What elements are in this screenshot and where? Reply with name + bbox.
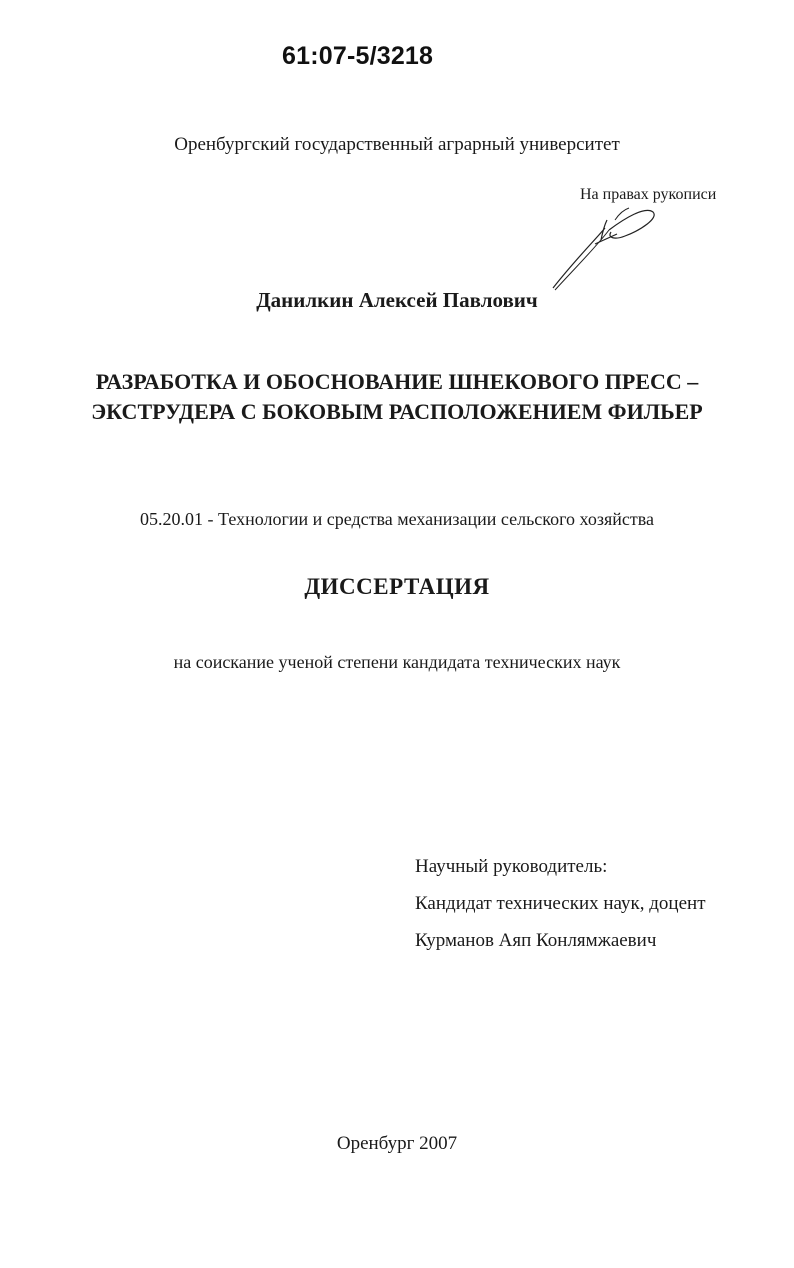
title-line-1: РАЗРАБОТКА И ОБОСНОВАНИЕ ШНЕКОВОГО ПРЕСС – [95,369,699,394]
supervisor-label: Научный руководитель: [415,856,608,877]
handwritten-signature [545,200,665,292]
document-type: ДИССЕРТАЦИЯ [304,574,490,599]
city-year: Оренбург 2007 [336,1133,458,1154]
dissertation-title [0,367,794,427]
catalog-number: 61:07-5/3218 [282,42,434,70]
specialty-code: 05.20.01 - Технологии и средства механизации сельского хозяйства [140,509,654,529]
degree-statement: на соискание ученой степени кандидата технических наук [173,652,621,672]
title-line-2: ЭКСТРУДЕРА С БОКОВЫМ РАСПОЛОЖЕНИЕМ ФИЛЬЕР [91,399,703,424]
supervisor-title: Кандидат технических наук, доцент [415,893,706,914]
manuscript-rights-note: На правах рукописи [580,186,717,203]
university-name: Оренбургский государственный аграрный университет [174,134,620,155]
author-name: Данилкин Алексей Павлович [256,288,538,312]
supervisor-name: Курманов Аяп Конлямжаевич [415,930,657,951]
